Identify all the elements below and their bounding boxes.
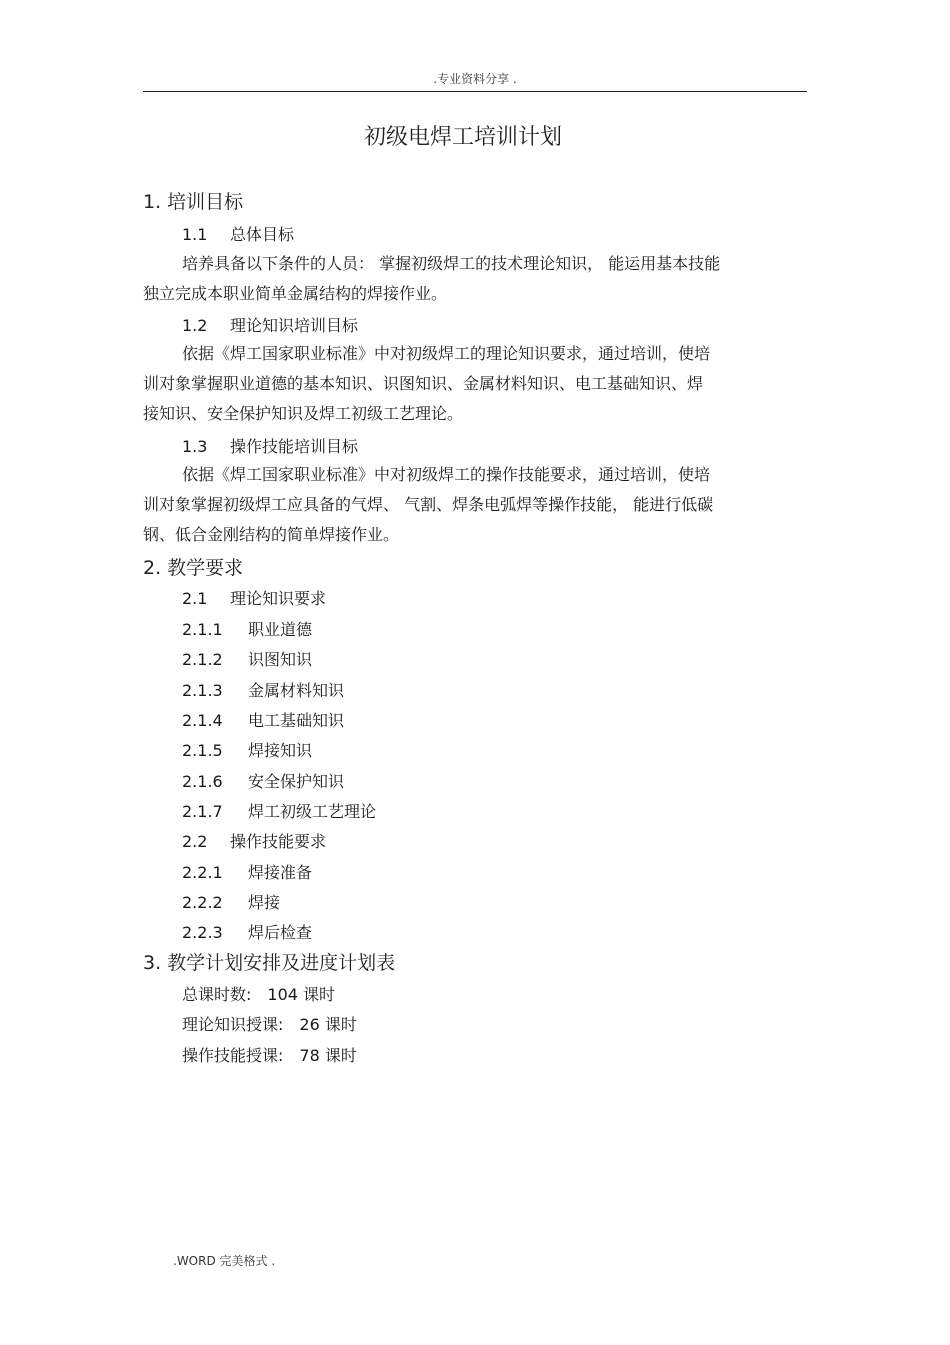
paragraph-line: 培养具备以下条件的人员： 掌握初级焊工的技术理论知识， 能运用基本技能 <box>182 254 721 273</box>
section-2-1-heading <box>182 586 326 609</box>
section-2-2-heading <box>182 829 326 852</box>
item-label: 焊接 <box>248 893 281 912</box>
paragraph-line: 独立完成本职业简单金属结构的焊接作业。 <box>143 284 448 303</box>
section-label: 操作技能要求 <box>230 832 327 851</box>
item-number: 2.2.3 <box>182 923 223 942</box>
section-label: 理论知识要求 <box>230 589 327 608</box>
section-2-1-6-item <box>182 769 344 792</box>
section-2-1-2-item <box>182 647 312 670</box>
section-number: 2.1 <box>182 589 208 608</box>
section-3-heading: 3. 教学计划安排及进度计划表 <box>143 952 396 974</box>
section-2-2-2-item <box>182 890 280 913</box>
section-number: 1.2 <box>182 316 208 335</box>
item-label: 安全保护知识 <box>248 772 345 791</box>
hours-label: 操作技能授课: <box>182 1046 284 1065</box>
item-label: 焊接知识 <box>248 741 313 760</box>
page-header: .专业资料分享 . <box>433 72 517 86</box>
item-label: 识图知识 <box>248 650 313 669</box>
paragraph-line: 接知识、安全保护知识及焊工初级工艺理论。 <box>143 404 464 423</box>
paragraph-line: 依据《焊工国家职业标准》中对初级焊工的操作技能要求，通过培训，使培 <box>182 465 711 484</box>
section-2-1-5-item <box>182 738 312 761</box>
hours-practice <box>182 1043 357 1066</box>
section-2-2-1-item <box>182 860 312 883</box>
hours-value: 78 课时 <box>299 1046 357 1065</box>
section-1-2-paragraph <box>143 339 807 429</box>
item-number: 2.1.2 <box>182 650 223 669</box>
paragraph-line: 训对象掌握初级焊工应具备的气焊、 气割、焊条电弧焊等操作技能， 能进行低碳 <box>143 495 714 514</box>
item-number: 2.2.1 <box>182 863 223 882</box>
section-2-1-4-item <box>182 708 344 731</box>
item-number: 2.1.1 <box>182 620 223 639</box>
item-label: 焊接准备 <box>248 863 313 882</box>
section-number: 1.3 <box>182 437 208 456</box>
paragraph-line: 训对象掌握职业道德的基本知识、识图知识、金属材料知识、电工基础知识、焊 <box>143 374 704 393</box>
item-number: 2.2.2 <box>182 893 223 912</box>
item-number: 2.1.5 <box>182 741 223 760</box>
item-label: 金属材料知识 <box>248 681 345 700</box>
paragraph-line: 依据《焊工国家职业标准》中对初级焊工的理论知识要求，通过培训，使培 <box>182 344 711 363</box>
item-number: 2.1.4 <box>182 711 223 730</box>
section-label: 理论知识培训目标 <box>230 316 359 335</box>
hours-value: 26 课时 <box>299 1015 357 1034</box>
header-rule <box>143 91 807 92</box>
item-number: 2.1.7 <box>182 802 223 821</box>
document-title: 初级电焊工培训计划 <box>363 125 562 150</box>
section-1-3-paragraph <box>143 460 807 550</box>
section-1-2-heading <box>182 313 358 336</box>
section-2-1-1-item <box>182 617 312 640</box>
hours-theory <box>182 1012 357 1035</box>
paragraph-line: 钢、低合金刚结构的简单焊接作业。 <box>143 525 400 544</box>
section-2-1-7-item <box>182 799 376 822</box>
section-1-1-paragraph <box>143 249 807 309</box>
section-number: 1.1 <box>182 225 208 244</box>
hours-label: 总课时数: <box>182 985 252 1004</box>
item-label: 电工基础知识 <box>248 711 345 730</box>
hours-total <box>182 982 335 1005</box>
section-2-1-3-item <box>182 678 344 701</box>
section-number: 2.2 <box>182 832 208 851</box>
section-2-heading: 2. 教学要求 <box>143 557 244 579</box>
item-label: 焊工初级工艺理论 <box>248 802 377 821</box>
item-label: 职业道德 <box>248 620 313 639</box>
item-number: 2.1.6 <box>182 772 223 791</box>
hours-value: 104 课时 <box>267 985 336 1004</box>
section-2-2-3-item <box>182 920 312 943</box>
item-number: 2.1.3 <box>182 681 223 700</box>
hours-label: 理论知识授课: <box>182 1015 284 1034</box>
page-footer: .WORD 完美格式 . <box>173 1254 276 1268</box>
section-1-1-heading <box>182 222 294 245</box>
item-label: 焊后检查 <box>248 923 313 942</box>
section-1-3-heading <box>182 434 358 457</box>
section-1-heading: 1. 培训目标 <box>143 191 244 213</box>
section-label: 操作技能培训目标 <box>230 437 359 456</box>
section-label: 总体目标 <box>230 225 295 244</box>
